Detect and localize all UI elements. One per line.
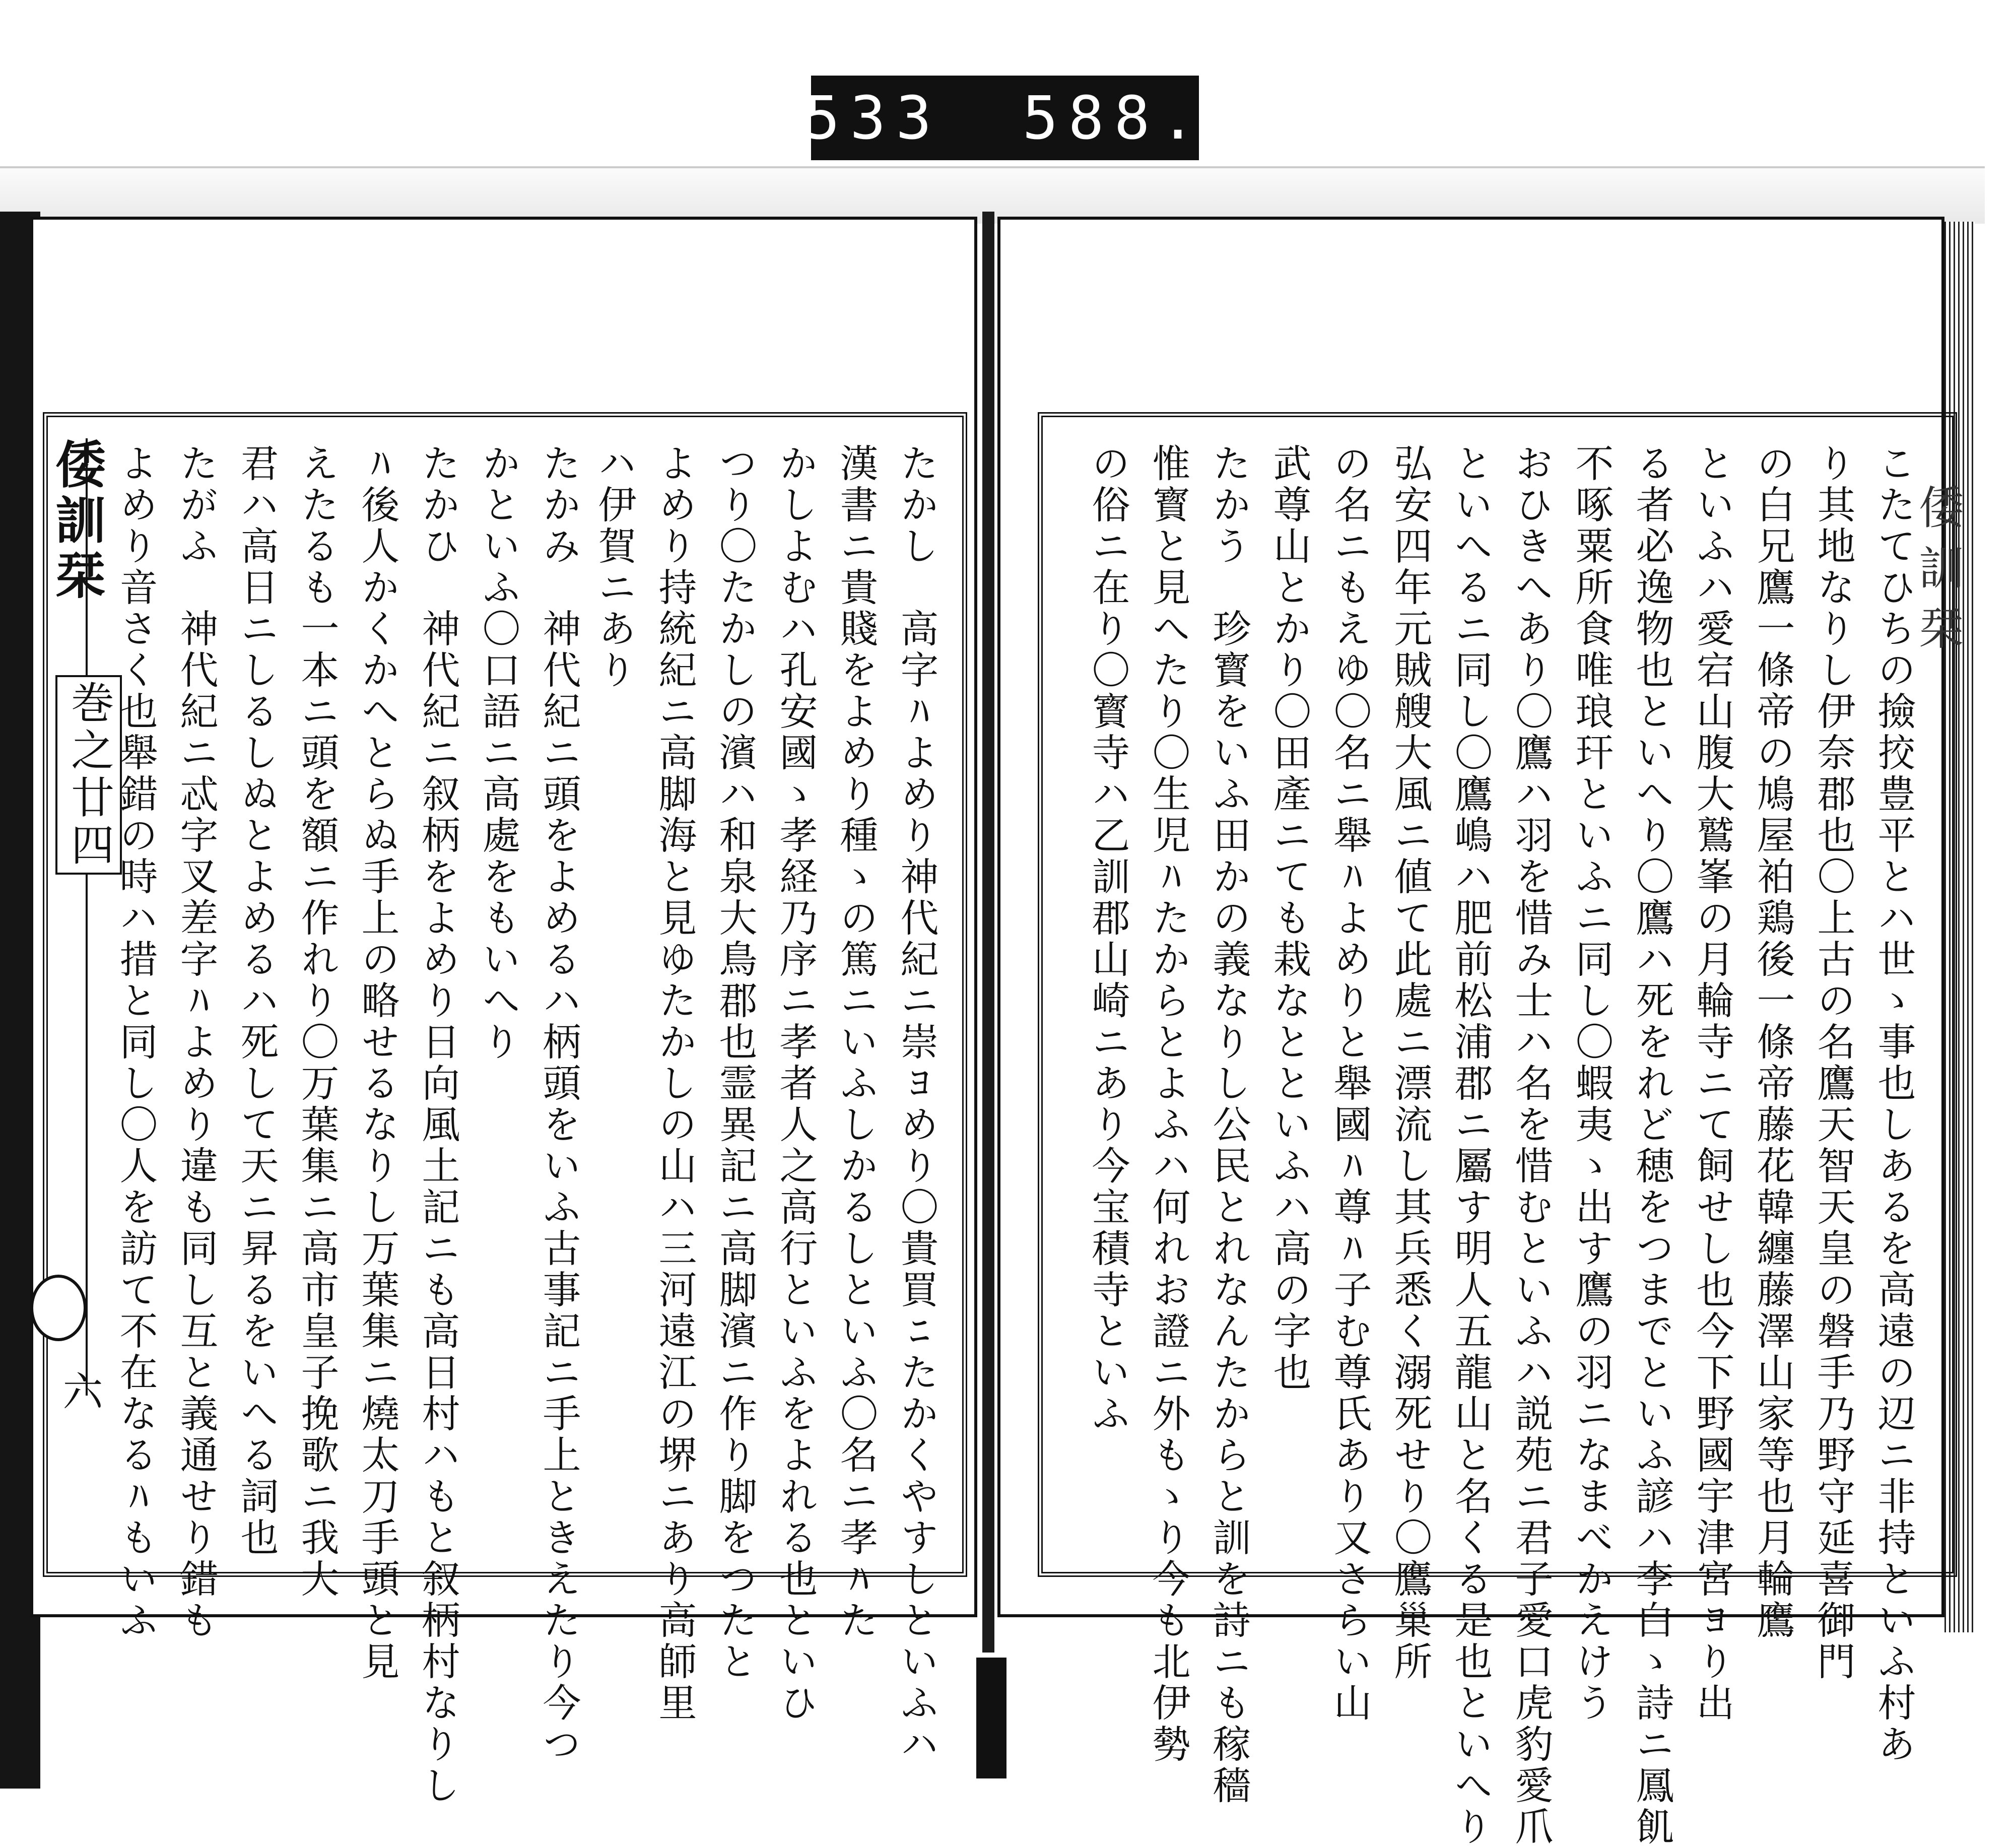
- right-column-7: おひきへあり〇鷹ハ羽を惜み士ハ名を惜むといふハ説苑ニ君子愛口虎豹愛爪: [1509, 443, 1554, 1848]
- left-column-5: よめり持統紀ニ高脚海と見ゆたかしの山ハ三河遠江の堺ニあり高師里: [652, 443, 697, 1724]
- left-column-6: ハ伊賀ニあり: [592, 443, 637, 691]
- right-column-6: 不啄粟所食唯琅玕といふニ同し〇蝦夷ゝ出す鷹の羽ニなまべかえけう: [1569, 443, 1614, 1724]
- right-page-header: 倭訓栞: [1911, 484, 1964, 665]
- right-column-3: の白兄鷹一條帝の鳩屋袙鶏後一條帝藤花韓纏藤澤山家等也月輪鷹: [1751, 443, 1795, 1641]
- left-column-8: かといふ〇口語ニ高處をもいへり: [476, 443, 521, 1063]
- left-column-10: ﾊ後人かくかへとらぬ手上の略せるなりし万葉集ニ燒太刀手頭と見: [355, 443, 400, 1683]
- right-column-9: 弘安四年元賊艘大風ニ値て此處ニ漂流し其兵悉く溺死せり〇鷹巢所: [1388, 443, 1433, 1683]
- book-title: 倭訓栞: [47, 438, 106, 605]
- left-column-9: たかひ 神代紀ニ叙柄をよめり日向風土記ニも高日村ハもと叙柄村なりし: [416, 443, 460, 1807]
- right-column-12: たかう 珍寳をいふ田かの義なりし公民とれなんたからと訓を詩ニも稼穡: [1206, 443, 1251, 1807]
- catalog-label: [804, 76, 1206, 160]
- right-column-5: る者必逸物也といへり〇鷹ハ死をれど穂をつまでといふ諺ハ李白ゝ詩ニ鳳飢: [1630, 443, 1674, 1848]
- left-column-4: つり〇たかしの濱ハ和泉大鳥郡也霊異記ニ高脚濱ニ作り脚をつたと: [713, 443, 758, 1683]
- left-column-1: たかし 高字ﾊよめり神代紀ニ崇ﾖめり〇貴買ﾆたかくやすしといふハ: [894, 443, 939, 1765]
- left-column-2: 漢書ニ貴賤をよめり種ゝの篤ニいふしかるしといふ〇名ニ孝ﾊた: [834, 443, 879, 1641]
- catalog-number-right: 588.: [1022, 83, 1206, 153]
- volume-label: 巻之廿四: [55, 675, 122, 875]
- right-column-2: り其地なりし伊奈郡也〇上古の名鷹天智天皇の磐手乃野守延喜御門: [1811, 443, 1856, 1683]
- catalog-number-left: 533: [804, 83, 942, 153]
- right-column-4: といふハ愛宕山腹大鷲峯の月輪寺ニて飼せし也今下野國宇津宮ﾖり出: [1690, 443, 1735, 1724]
- circle-mark: [30, 1275, 87, 1341]
- right-column-1: こたてひちの撿挍豊平とハ世ゝ事也しあるを高遠の辺ニ非持といふ村あ: [1871, 443, 1916, 1765]
- right-column-13: 惟寳と見へたり〇生児ﾊたからとよふハ何れお證ニ外もゝり今も北伊勢: [1146, 443, 1191, 1765]
- left-column-3: かしよむハ孔安國ゝ孝経乃序ニ孝者人之高行といふをよれる也といひ: [773, 443, 818, 1724]
- left-column-14: よめり音さく也舉錯の時ハ措と同し〇人を訪て不在なるﾊもいふ: [113, 443, 158, 1641]
- left-column-12: 君ハ高日ニしるしぬとよめるハ死して天ニ昇るをいへる詞也: [234, 443, 279, 1559]
- left-column-7: たかみ 神代紀ニ頭をよめるハ柄頭をいふ古事記ニ手上ときえたり今つ: [536, 443, 581, 1765]
- right-column-14: の俗ニ在り〇寳寺ハ乙訓郡山崎ニあり今宝積寺といふ: [1086, 443, 1130, 1435]
- left-column-13: たがふ 神代紀ニ忒字叉差字ﾊよめり違も同し互と義通せり錯も: [174, 443, 219, 1641]
- left-column-11: えたるも一本ニ頭を額ニ作れり〇万葉集ニ高市皇子挽歌ニ我大: [295, 443, 340, 1600]
- book-spine: [982, 212, 994, 1653]
- folio-number: 六: [56, 1370, 103, 1411]
- right-column-8: といへるニ同し〇鷹嶋ハ肥前松浦郡ニ屬す明人五龍山と名くる是也といへり: [1448, 443, 1493, 1848]
- right-column-10: の名ニもえゆ〇名ニ舉ﾊよめりと舉國ﾊ尊ﾊ子む尊氏あり又さらい山: [1327, 443, 1372, 1724]
- spine-tab: [976, 1658, 1006, 1778]
- right-column-11: 武尊山とかり〇田產ニても栽なとといふハ高の字也: [1267, 443, 1312, 1394]
